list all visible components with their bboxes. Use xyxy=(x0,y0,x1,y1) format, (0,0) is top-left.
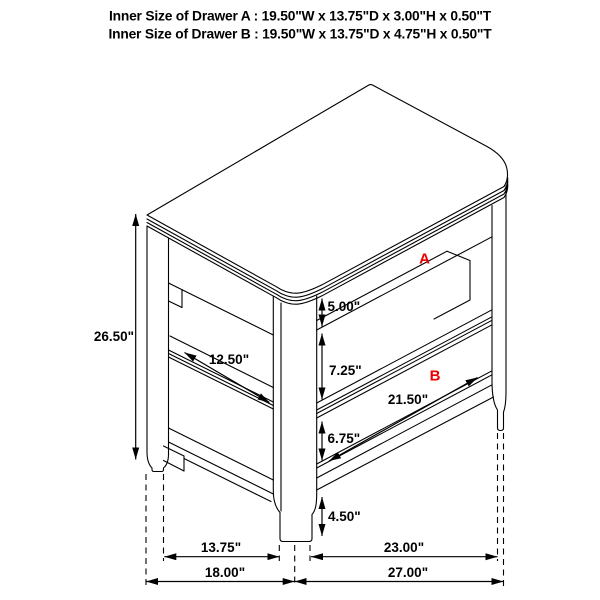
dimension-annotations xyxy=(94,214,504,582)
dim-front-foot-span: 23.00" xyxy=(383,540,425,555)
dim-drawer-b-width: 21.50" xyxy=(387,392,429,407)
drawer-a-label: A xyxy=(419,250,430,268)
dim-drawer-b-height: 6.75" xyxy=(327,431,361,446)
dim-overall-height: 26.50" xyxy=(93,329,134,344)
dim-overall-width: 27.00" xyxy=(387,565,429,580)
rear-support-bottom xyxy=(169,301,183,308)
hidden-rear-leg-edge xyxy=(164,446,185,456)
tabletop-outline xyxy=(147,85,508,294)
hidden-rear-leg-edge xyxy=(164,461,185,472)
dim-leg-clearance: 4.50" xyxy=(328,509,361,524)
front-post xyxy=(273,296,316,542)
tabletop-molding-line xyxy=(147,182,508,301)
dim-side-foot-span: 13.75" xyxy=(200,540,242,555)
header-line-2: Inner Size of Drawer B : 19.50"W x 13.75"D x 4.75"H x 0.50"T xyxy=(108,26,492,42)
left-panel-bottom-edge xyxy=(169,283,274,335)
extension-lines xyxy=(146,433,504,586)
drawer-b-label: B xyxy=(429,367,441,385)
dim-overall-depth: 18.00" xyxy=(204,565,246,580)
right-leg xyxy=(492,186,506,431)
left-leg xyxy=(147,226,169,472)
bottom-rail-left-top xyxy=(169,428,274,480)
dim-top-opening: 5.00" xyxy=(327,299,361,314)
dim-shelf-depth: 12.50" xyxy=(208,352,250,367)
interior-shelf-back-edge xyxy=(434,300,470,319)
rear-rail-under xyxy=(184,459,271,502)
dim-middle-opening: 7.25" xyxy=(329,363,362,378)
tabletop-molding-line xyxy=(147,178,508,297)
header-line-1: Inner Size of Drawer A : 19.50"W x 13.75"D x 3.00"H x 0.50"T xyxy=(109,8,491,24)
drawer-b-width-arrow xyxy=(329,378,478,462)
